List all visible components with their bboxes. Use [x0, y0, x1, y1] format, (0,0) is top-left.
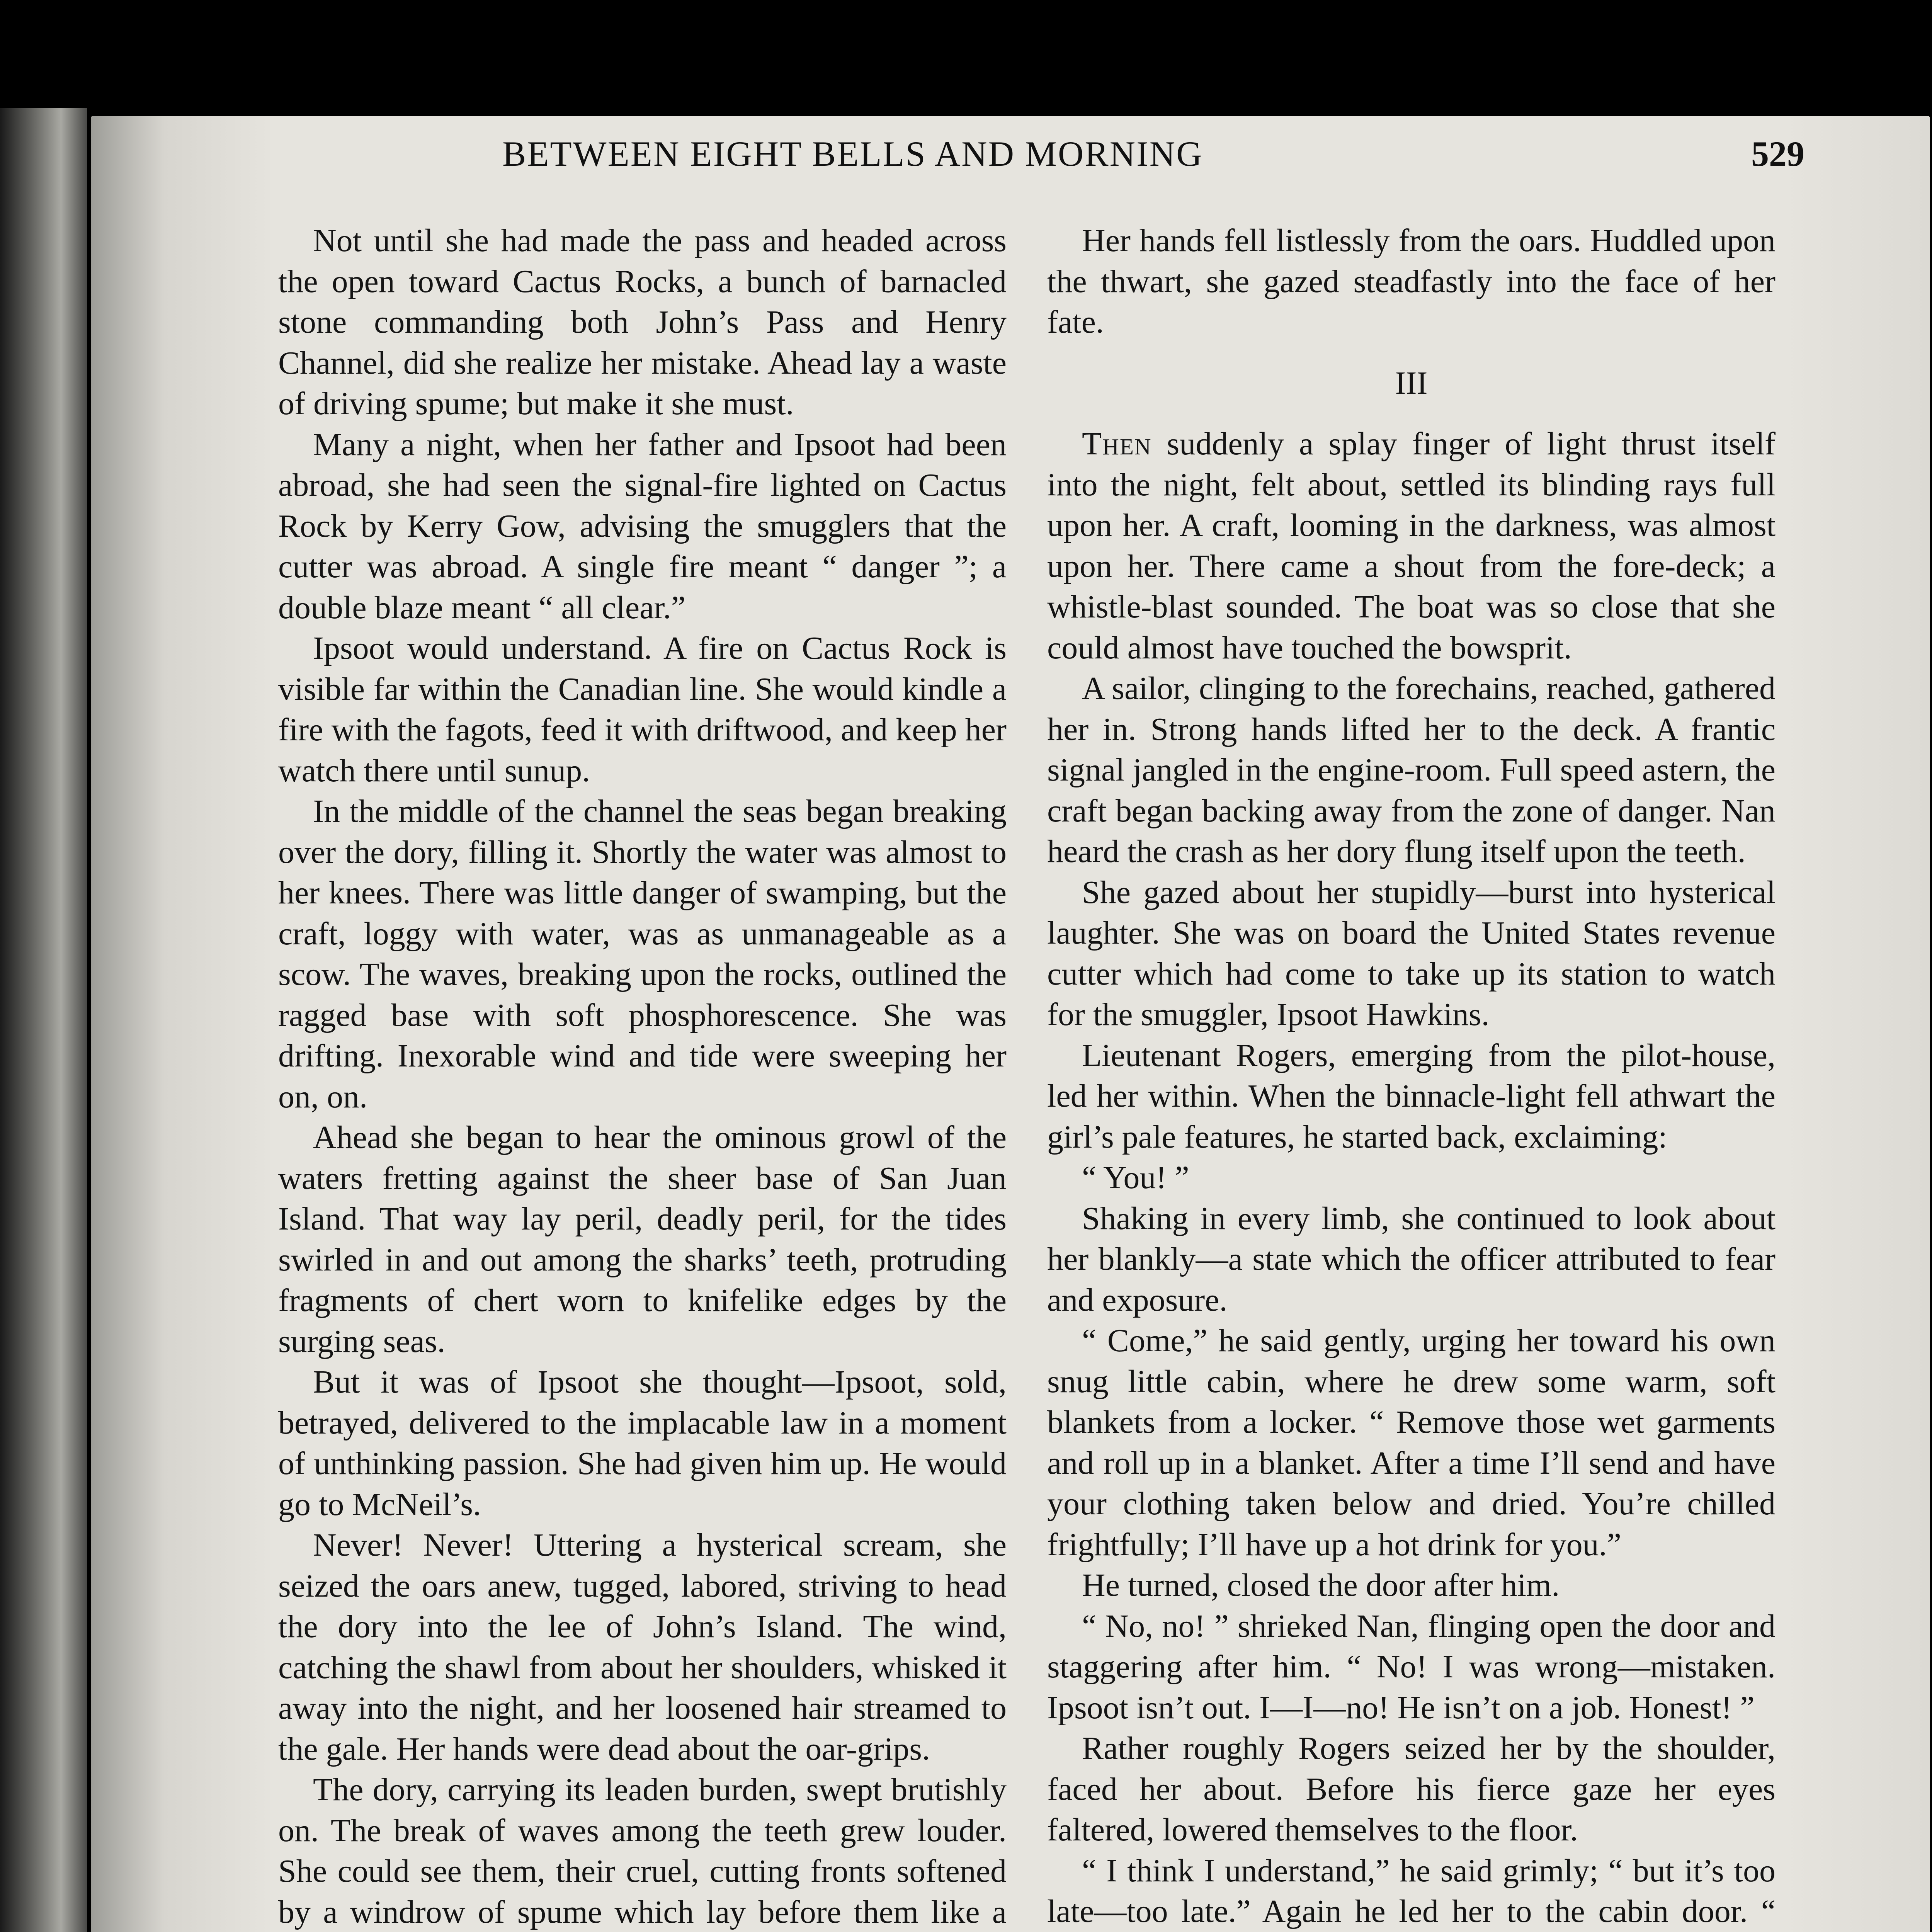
paragraph: He turned, closed the door after him. [1082, 1567, 1560, 1603]
previous-page-edge [0, 108, 87, 1932]
paragraph: “ Come,” he said gently, urging her toward his own snug little cabin, where he drew some warm, soft blankets from a locker. “ Remove those wet garments and roll up in a blanket. After a time I’ll send and have your clothing taken below and dried. You’re chilled frightfully; I’ll have up a hot drink for you.” [1047, 1323, 1776, 1563]
paragraph: Never! Never! Uttering a hysterical scream, she seized the oars anew, tugged, labored, striving to head the dory into the lee of John’s Island. The wind, catching the shawl from about her shoulders, whisked it away into the night, and her loosened hair streamed to the gale. Her hands were dead about the oar-grips. [278, 1527, 1007, 1767]
section-number: III [1395, 365, 1428, 401]
paragraph: The dory, carrying its leaden burden, swept brutishly on. The break of waves among the teeth grew louder. She could see them, their cruel, cutting fronts softened by a windrow of spume which lay before them like a [278, 1772, 1007, 1930]
running-title: BETWEEN EIGHT BELLS AND MORNING [502, 134, 1203, 173]
paragraph: Ipsoot would understand. A fire on Cactus Rock is visible far within the Canadian line. She would kindle a fire with the fagots, feed it with driftwood, and keep her watch there until sunup. [278, 630, 1007, 789]
paragraph: Ahead she began to hear the ominous growl of the waters fretting against the sheer base of San Juan Island. That way lay peril, deadly peril, for the tides swirled in and out among the sharks’ teeth, protruding fragments of chert worn to knifelike edges by the surging seas. [278, 1119, 1007, 1359]
paragraph: A sailor, clinging to the forechains, reached, gathered her in. Strong hands lifted her to the deck. A frantic signal jangled in the engine-room. Full speed astern, the craft began backing away from the zone of danger. Nan heard the crash as her dory flung itself upon the teeth. [1047, 670, 1776, 869]
opening-text: suddenly a splay finger of light thrust itself into the night, felt about, settled its blinding rays full upon her. A craft, looming in the darkness, was almost upon her. There came a shout from the fore-deck; a whistle-blast sounded. The boat was so close that she could almost have touched the bowsprit. [1047, 426, 1776, 666]
left-column [278, 220, 1007, 1932]
paragraph: “ I think I understand,” he said grimly; “ but it’s too late—too late.” Again he led her to the cabin door. “ [1047, 1852, 1776, 1929]
paragraph: But it was of Ipsoot she thought—Ipsoot, sold, betrayed, delivered to the implacable law in a moment of unthinking passion. She had given him up. He would go to McNeil’s. [278, 1364, 1007, 1522]
paragraph: Lieutenant Rogers, emerging from the pilot-house, led her within. When the binnacle-light fell athwart the girl’s pale features, he started back, exclaiming: [1047, 1037, 1776, 1155]
paragraph: “ No, no! ” shrieked Nan, flinging open the door and staggering after him. “ No! I was wrong—mistaken. Ipsoot isn’t out. I—I—no! He isn’t on a job. Honest! ” [1047, 1608, 1776, 1726]
paragraph: Many a night, when her father and Ipsoot had been abroad, she had seen the signal-fire lighted on Cactus Rock by Kerry Gow, advising the smugglers that the cutter was abroad. A single fire meant “ danger ”; a double blaze meant “ all clear.” [278, 426, 1007, 626]
page-header [502, 133, 1804, 211]
page-number: 529 [1751, 134, 1804, 173]
paragraph: Rather roughly Rogers seized her by the shoulder, faced her about. Before his fierce gaze her eyes faltered, lowered themselves to the floor. [1047, 1730, 1776, 1848]
paragraph: Her hands fell listlessly from the oars. Huddled upon the thwart, she gazed steadfastly into the face of her fate. [1047, 223, 1776, 340]
paragraph [1047, 423, 1776, 668]
paragraph: She gazed about her stupidly—burst into hysterical laughter. She was on board the United States revenue cutter which had come to take up its station to watch for the smuggler, Ipsoot Hawkins. [1047, 874, 1776, 1032]
opening-word: Then [1082, 426, 1152, 462]
paragraph: “ You! ” [1082, 1160, 1189, 1196]
paragraph: In the middle of the channel the seas began breaking over the dory, filling it. Shortly the water was almost to her knees. There was little danger of swamping, but the craft, loggy with water, was as unmanageable as a scow. The waves, breaking upon the rocks, outlined the ragged base with soft phosphorescence. She was drifting. Inexorable wind and tide were sweeping her on, on. [278, 793, 1007, 1115]
paragraph: Shaking in every limb, she continued to look about her blankly—a state which the officer attributed to fear and exposure. [1047, 1200, 1776, 1318]
right-column [1047, 220, 1776, 1932]
paragraph: Not until she had made the pass and headed across the open toward Cactus Rocks, a bunch of barnacled stone commanding both John’s Pass and Henry Channel, did she realize her mistake. Ahead lay a waste of driving spume; but make it she must. [278, 223, 1007, 422]
